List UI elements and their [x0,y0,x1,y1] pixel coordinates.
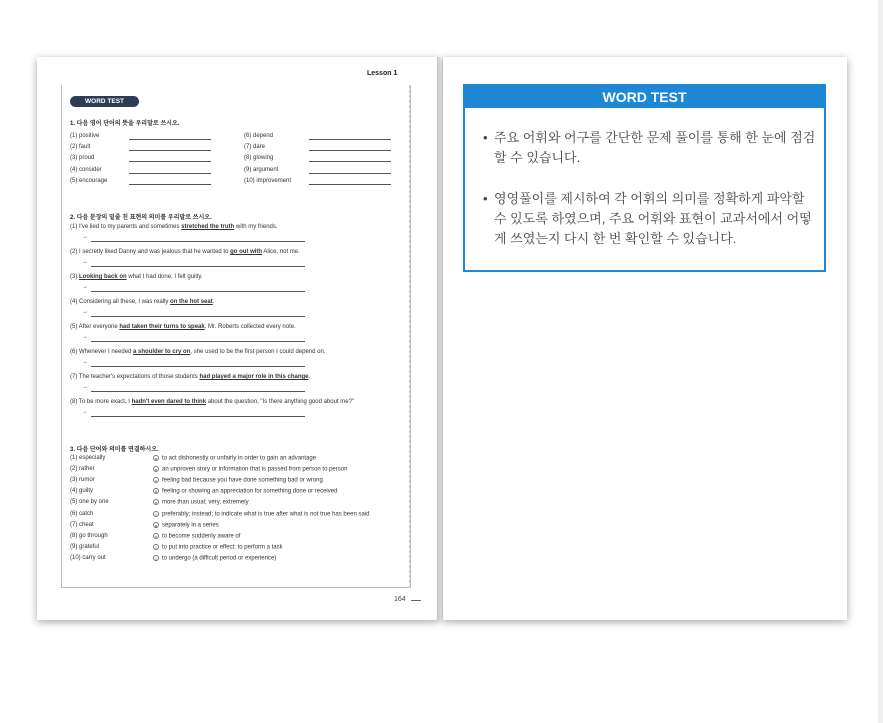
circled-letter-icon: i [153,544,159,550]
circled-letter-icon: d [154,489,158,495]
left-page [37,57,439,620]
match-word: (7) cheat [70,521,94,528]
right-page [443,57,847,620]
sentence-pre: (1) I've lied to my parents and sometimes [70,224,182,230]
answer-line [309,173,391,174]
answer-line [91,291,305,292]
sentence-underlined-expression: go out with [230,249,263,255]
sentence-pre: (7) The teacher's expectations of those students [70,374,200,380]
word-test-info-box [463,84,826,272]
circled-letter-icon: f [153,511,159,517]
sentence-post: , she used to be the first person I could depend on. [190,349,326,355]
match-meaning [153,533,240,541]
answer-line [91,416,305,417]
sentence-post: Alice, not me. [262,249,300,255]
lesson-label: Lesson 1 [367,70,398,77]
sentence-post: about the question, "Is there anything good about me?" [206,399,355,405]
answer-line [91,241,305,242]
vocab-item: (2) fault [70,144,91,151]
answer-line [129,161,211,162]
match-word: (2) rather [70,466,95,473]
circled-letter-icon: j [153,555,159,561]
sentence-post: . [308,374,311,380]
word-test-badge: WORD TEST [70,96,139,107]
sentence-post: . [212,299,215,305]
match-meaning [153,511,369,519]
sentence-post: what I had done, I felt guilty. [126,274,203,280]
answer-line [91,391,305,392]
vocab-item: (3) proud [70,155,95,162]
arrow-icon: → [82,259,88,265]
sentence-underlined-expression: stretched the truth [181,224,235,230]
vocab-item: (9) argument [244,166,279,173]
sentence-underlined-expression: had taken their turns to speak [119,324,205,330]
answer-line [91,341,305,342]
meaning-text: separately in a series [162,522,219,529]
circled-letter-icon: e [154,500,158,506]
sentence-item [70,299,214,306]
meaning-text: feeling or showing an appreciation for something done or received [162,488,338,495]
match-word: (4) guilty [70,488,94,495]
meaning-text: preferably; instead; to indicate what is true after what is not true has been said [162,511,370,518]
match-meaning [153,544,283,552]
vocab-item: (4) consider [70,166,102,173]
sentence-underlined-expression: a shoulder to cry on [133,349,191,355]
sentence-pre: (3) [70,274,79,280]
arrow-icon: → [82,384,88,390]
meaning-text: to put into practice or effect; to perform a task [162,544,283,551]
info-bullet-text: 주요 어휘와 어구를 간단한 문제 풀이를 통해 한 눈에 점검할 수 있습니다. [494,130,816,165]
sentence-underlined-expression: Looking back on [79,274,127,280]
sentence-pre: (6) Whenever I needed [70,349,134,355]
worksheet-frame-edge [409,85,410,588]
section2-title: 2. 다음 문장의 밑줄 친 표현의 의미를 우리말로 쓰시오. [70,215,212,221]
info-bullet-text: 영영풀이를 제시하여 각 어휘의 의미를 정확하게 파악할 수 있도록 하였으며, 주요 어휘와 표현이 교과서에서 어떻게 쓰였는지 다시 한 번 확인할 수 있습니다. [494,191,812,246]
circled-letter-icon: g [154,522,158,528]
bullet-dot-icon: • [483,130,488,145]
vocab-item: (5) encourage [70,177,108,184]
info-bullet-2 [483,189,818,249]
sentence-pre: (8) To be more exact, I [70,399,132,405]
match-word: (1) especially [70,455,106,461]
vocab-item: (1) positive [70,133,100,139]
sentence-post: with my friends. [234,224,278,230]
circled-letter-icon: c [155,478,157,484]
sentence-underlined-expression: had played a major role in this change [199,374,309,380]
match-word: (5) one by one [70,499,109,506]
vocab-item: (10) improvement [244,177,292,184]
arrow-icon: → [82,309,88,315]
match-word: (3) rumor [70,477,95,484]
vocab-item: (6) depend [244,133,274,139]
section3-title: 3. 다음 단어와 의미를 연결하시오. [70,447,159,453]
meaning-text: to become suddenly aware of [162,533,241,540]
answer-line [309,161,391,162]
match-meaning [153,466,347,474]
sentence-item [70,324,296,331]
sentence-item [70,374,310,381]
word-test-header: WORD TEST [465,86,824,108]
answer-line [129,150,211,151]
page-number: 164 [394,596,406,603]
answer-line [309,139,391,140]
sentence-item [70,224,278,231]
match-word: (9) grateful [70,543,100,550]
answer-line [309,150,391,151]
meaning-text: to undergo (a difficult period or experience) [162,555,277,562]
open-book [37,57,847,620]
page-number-rule [411,600,421,601]
info-bullet-1 [483,128,818,168]
match-meaning [153,555,276,563]
match-meaning [153,488,337,496]
arrow-icon: → [82,359,88,365]
sentence-pre: (4) Considering all these, I was really [70,299,171,305]
sentence-underlined-expression: on the hot seat [170,299,213,305]
sentence-item [70,399,354,406]
match-meaning [153,499,249,507]
right-edge-strip [878,0,883,723]
meaning-text: an unproven story or information that is passed from person to person [162,466,348,473]
arrow-icon: → [82,409,88,415]
answer-line [91,266,305,267]
arrow-icon: → [82,234,88,240]
circled-letter-icon: a [154,456,158,461]
vocab-item: (7) dare [244,144,266,151]
sentence-pre: (2) I secretly liked Danny and was jealous that he wanted to [70,249,231,255]
sentence-post: , Mr. Roberts collected every note. [204,324,296,330]
match-meaning [153,522,219,530]
sentence-pre: (5) After everyone [70,324,120,330]
section1-title: 1. 다음 영어 단어의 뜻을 우리말로 쓰시오. [70,121,180,127]
meaning-text: more than usual; very, extremely [162,499,249,506]
answer-line [129,139,211,140]
sentence-item [70,249,300,256]
answer-line [309,184,391,185]
answer-line [91,316,305,317]
circled-letter-icon: h [154,533,158,539]
meaning-text: feeling bad because you have done something bad or wrong [162,477,323,484]
arrow-icon: → [82,284,88,290]
circled-letter-icon: b [154,467,158,473]
meaning-text: to act dishonestly or unfairly in order to gain an advantage [162,455,317,462]
bullet-dot-icon: • [483,191,488,206]
vocab-item: (8) glowing [244,155,274,162]
answer-line [91,366,305,367]
sentence-item [70,349,325,356]
sentence-underlined-expression: hadn't even dared to think [131,399,207,405]
answer-line [129,184,211,185]
sentence-item [70,274,203,281]
match-word: (8) go through [70,532,108,539]
answer-line [129,173,211,174]
match-word: (10) carry out [70,554,106,561]
match-meaning [153,477,323,485]
match-meaning [153,455,316,463]
match-word: (6) catch [70,510,94,517]
arrow-icon: → [82,334,88,340]
